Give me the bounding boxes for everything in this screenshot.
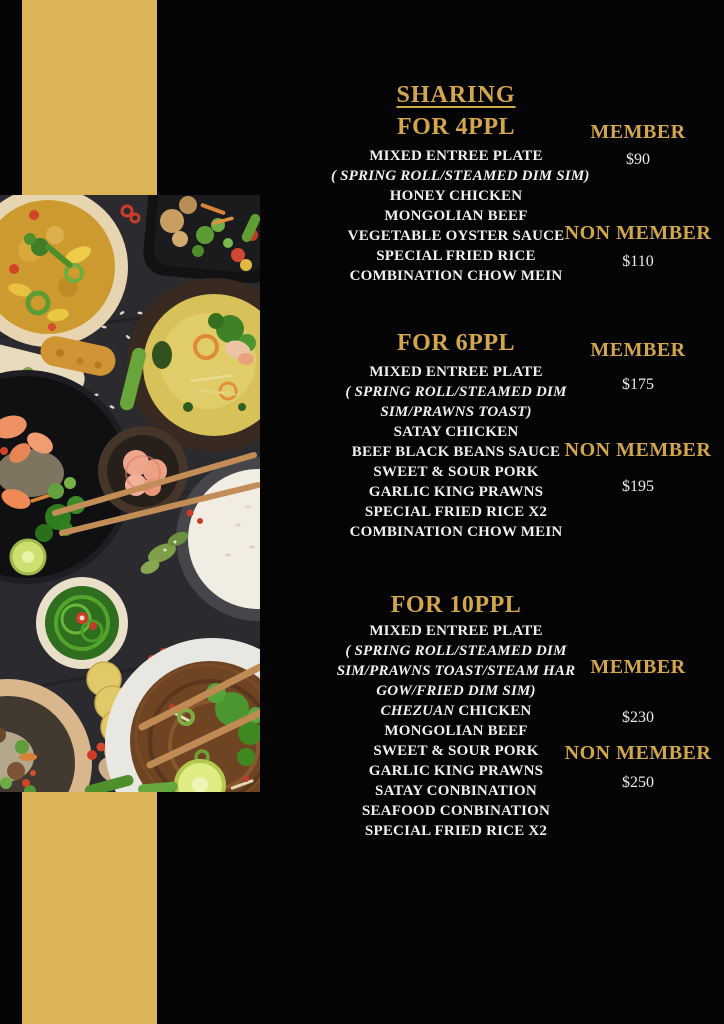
menu-item: GOW/FRIED DIM SIM) (376, 683, 536, 699)
member-price: $230 (622, 709, 654, 726)
menu-item: ( SPRING ROLL/STEAMED DIM SIM) (331, 168, 590, 184)
non-member-price: $195 (622, 478, 654, 495)
menu-item: SEAFOOD CONBINATION (361, 803, 551, 819)
menu-item: SIM/PRAWNS TOAST) (380, 404, 532, 420)
section-heading: FOR 10PPL (390, 592, 522, 618)
menu-item: SATAY CHICKEN (393, 424, 519, 440)
menu-item: MIXED ENTREE PLATE (369, 148, 543, 164)
menu-item: HONEY CHICKEN (389, 188, 523, 204)
menu-item: SWEET & SOUR PORK (373, 464, 539, 480)
section-heading: FOR 6PPL (397, 330, 515, 356)
member-label: MEMBER (590, 656, 686, 678)
menu-item: MIXED ENTREE PLATE (369, 623, 543, 639)
menu-item: VEGETABLE OYSTER SAUCE (347, 228, 565, 244)
menu-section-for-6ppl (331, 330, 724, 592)
non-member-price: $110 (622, 253, 654, 270)
member-price: $175 (622, 376, 654, 393)
menu-item: SATAY CONBINATION (375, 783, 537, 799)
non-member-label: NON MEMBER (564, 222, 712, 244)
menu-panel (331, 0, 724, 1024)
menu-item: SPECIAL FRIED RICE X2 (364, 823, 548, 839)
member-label: MEMBER (590, 121, 686, 143)
menu-item: SIM/PRAWNS TOAST/STEAM HAR (336, 663, 576, 679)
menu-item: COMBINATION CHOW MEIN (349, 524, 563, 540)
non-member-label: NON MEMBER (564, 742, 712, 764)
member-label: MEMBER (590, 339, 686, 361)
menu-item: MIXED ENTREE PLATE (369, 364, 543, 380)
section-items (331, 362, 581, 542)
non-member-price: $250 (622, 774, 654, 791)
menu-item: CHEZUAN CHICKEN (380, 703, 532, 719)
menu-item: ( SPRING ROLL/STEAMED DIM (345, 643, 567, 659)
menu-item: SPECIAL FRIED RICE X2 (364, 504, 548, 520)
section-items (331, 621, 581, 841)
menu-item: SPECIAL FRIED RICE (376, 248, 536, 264)
menu-section-for-4ppl (331, 82, 724, 332)
non-member-label: NON MEMBER (564, 439, 712, 461)
menu-item: GARLIC KING PRAWNS (368, 763, 544, 779)
menu-item: MONGOLIAN BEEF (384, 723, 528, 739)
menu-item: COMBINATION CHOW MEIN (349, 268, 563, 284)
menu-item: BEEF BLACK BEANS SAUCE (351, 444, 561, 460)
food-photo (0, 195, 260, 792)
menu-item: MONGOLIAN BEEF (384, 208, 528, 224)
section-heading: FOR 4PPL (397, 114, 515, 140)
section-items (331, 146, 590, 286)
menu-item: SWEET & SOUR PORK (373, 743, 539, 759)
menu-item: GARLIC KING PRAWNS (368, 484, 544, 500)
menu-section-for-10ppl (331, 592, 724, 872)
menu-item: ( SPRING ROLL/STEAMED DIM (345, 384, 567, 400)
member-price: $90 (626, 151, 650, 168)
menu-title: SHARING (396, 82, 516, 108)
